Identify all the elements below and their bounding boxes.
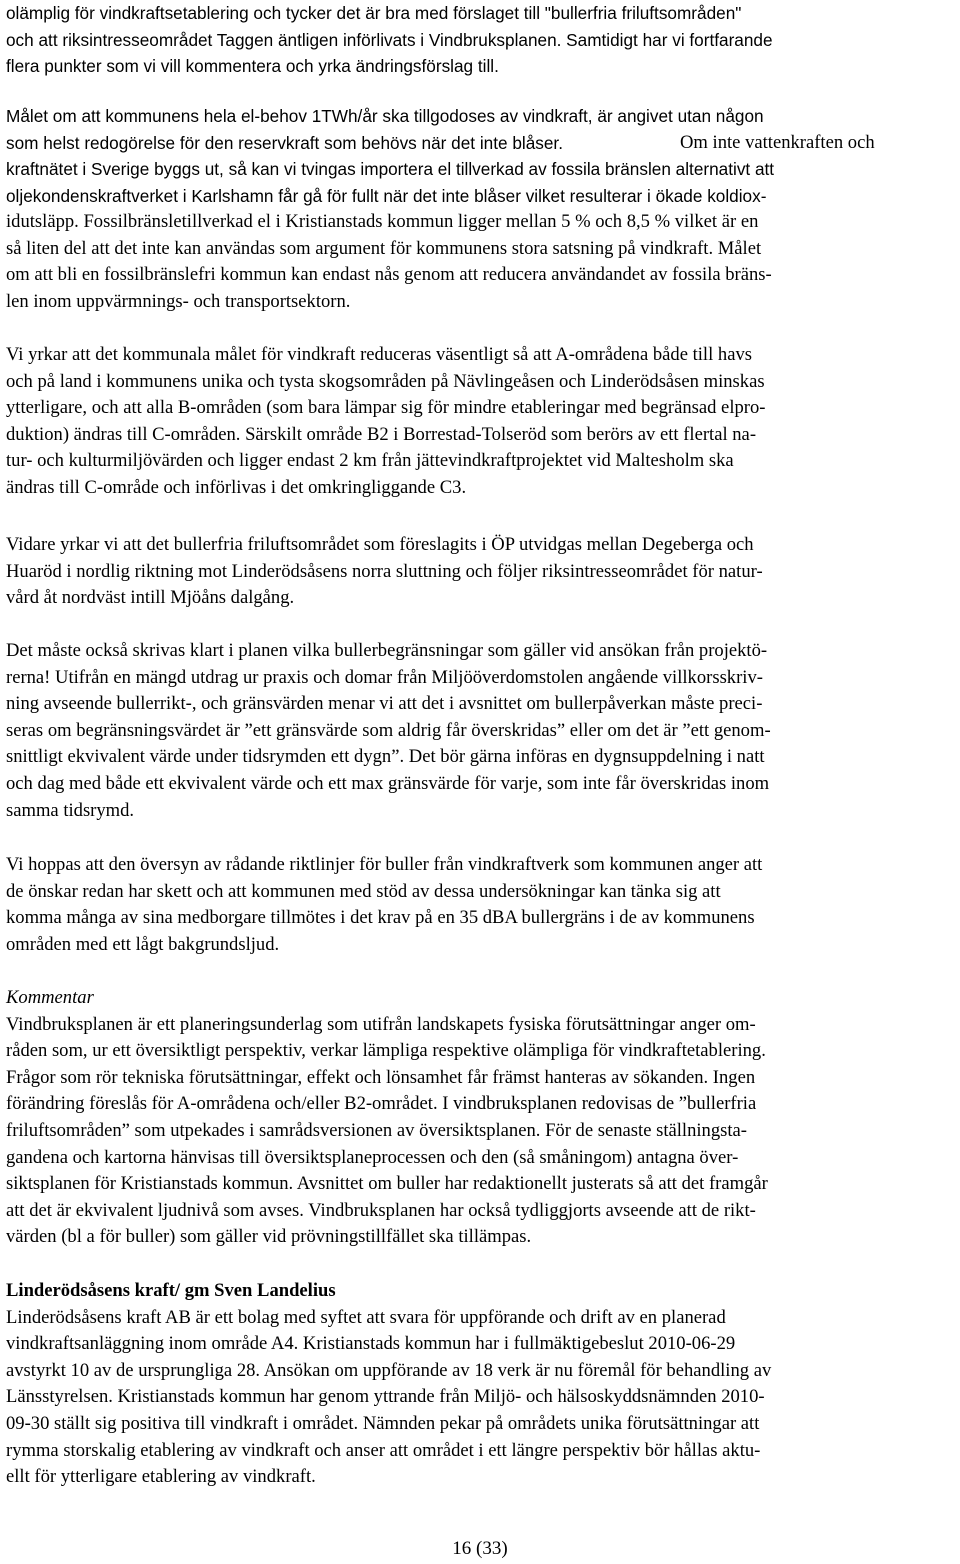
intro-paragraph bbox=[6, 0, 956, 80]
text-line: Vi hoppas att den översyn av rådande riktlinjer för buller från vindkraftverk som kommunen anger att bbox=[6, 854, 763, 875]
text-line: ytterligare, och att alla B-områden (som bara lämpar sig för mindre etableringar med begränsad elpro- bbox=[6, 397, 766, 419]
text-line: så liten del att det inte kan användas som argument för kommunens stora satsning på vindkraft. Målet bbox=[6, 237, 762, 259]
text-line: Frågor som rör tekniska förutsättningar, effekt och lönsamhet får främst hanteras av sökanden. Ingen bbox=[6, 1066, 756, 1088]
text-line: gandena och kartorna hänvisas till översiktsplaneprocessen och den (så småningom) antagna över- bbox=[6, 1146, 739, 1168]
text-line: Linderödsåsens kraft AB är ett bolag med syftet att svara för uppförande och drift av en planerad bbox=[6, 1306, 726, 1328]
page-number: 16 (33) bbox=[452, 1538, 508, 1559]
text-line: ellt för ytterligare etablering av vindkraft. bbox=[6, 1466, 316, 1488]
text-line: råden som, ur ett översiktligt perspektiv, verkar lämpliga respektive olämpliga för vindkraftetablering. bbox=[6, 1040, 766, 1062]
demand-paragraph bbox=[6, 342, 956, 502]
text-line: att det är ekvivalent ljudnivå som avses. Vindbruksplanen har också tydliggjorts avseende att de rikt- bbox=[6, 1199, 756, 1221]
text-line: avstyrkt 10 av de ursprungliga 28. Ansökan om uppförande av 18 verk är nu föremål för behandling av bbox=[6, 1359, 772, 1381]
text-line: oljekondenskraftverket i Karlshamn får gå för fullt när det inte blåser vilket resulterar i ökade koldiox- bbox=[6, 185, 767, 206]
text-line: 09-30 ställt sig positiva till vindkraft i området. Nämnden pekar på områdets unika förutsättningar att bbox=[6, 1412, 760, 1434]
text-line: vård åt nordväst intill Mjöåns dalgång. bbox=[6, 587, 295, 609]
text-line: värden (bl a för buller) som gäller vid prövningstillfället ska tillämpas. bbox=[6, 1226, 532, 1248]
text-line: snittligt ekvivalent värde under tidsrymden ett dygn”. Det bör gärna införas en dygnsuppdelning i natt bbox=[6, 746, 765, 768]
text-line: samma tidsrymd. bbox=[6, 799, 135, 821]
comment-heading: Kommentar bbox=[6, 987, 94, 1008]
text-line: Vi yrkar att det kommunala målet för vindkraft reduceras väsentligt så att A-områdena både till havs bbox=[6, 344, 752, 365]
text-line: len inom uppvärmnings- och transportsektorn. bbox=[6, 290, 351, 312]
text-line: Vidare yrkar vi att det bullerfria friluftsområdet som föreslagits i ÖP utvidgas mellan Degeberga och bbox=[6, 534, 754, 555]
text-line: Länsstyrelsen. Kristianstads kommun har genom yttrande från Miljö- och hälsoskyddsnämnden 2010- bbox=[6, 1386, 765, 1408]
text-line: duktion) ändras till C-områden. Särskilt område B2 i Borrestad-Tolseröd som berörs av ett flertal na- bbox=[6, 423, 757, 445]
fossil-paragraph bbox=[6, 209, 956, 315]
text-line: och på land i kommunens unika och tysta skogsområden på Nävlingeåsen och Linderödsåsen minskas bbox=[6, 370, 765, 392]
guideline-paragraph bbox=[6, 852, 956, 958]
text-line: och dag med både ett ekvivalent värde och ett max gränsvärde för varje, som inte får överskridas inom bbox=[6, 772, 770, 794]
comment-section bbox=[6, 985, 956, 1251]
text-line: som helst redogörelse för den reservkraft som behövs när det inte blåser. bbox=[6, 132, 563, 153]
text-line: Huaröd i nordlig riktning mot Linderödsåsens norra sluttning och följer riksintresseområdet för natur- bbox=[6, 560, 763, 582]
text-line: ning avseende bullerrikt-, och gränsvärden menar vi att det i avsnittet om bullerpåverkan måste preci- bbox=[6, 693, 763, 715]
text-line: olämplig för vindkraftsetablering och tycker det är bra med förslaget till "bullerfria friluftsområden" bbox=[6, 3, 742, 23]
goal-paragraph-continuation bbox=[680, 130, 960, 157]
section-heading: Linderödsåsens kraft/ gm Sven Landelius bbox=[6, 1280, 336, 1301]
text-line: idutsläpp. Fossilbränsletillverkad el i Kristianstads kommun ligger mellan 5 % och 8,5 % vilket är en bbox=[6, 211, 759, 232]
text-line: flera punkter som vi vill kommentera och yrka ändringsförslag till. bbox=[6, 56, 499, 77]
text-line: områden med ett lågt bakgrundsljud. bbox=[6, 933, 280, 955]
text-line: siktsplanen för Kristianstads kommun. Avsnittet om buller har redaktionellt justerats så att det framgår bbox=[6, 1173, 768, 1195]
text-line: rymma storskalig etablering av vindkraft och anser att området i ett längre perspektiv bör hållas aktu- bbox=[6, 1439, 761, 1461]
text-line: friluftsområden” som utpekades i samrådsversionen av översiktsplanen. För de senaste ställningsta- bbox=[6, 1119, 747, 1141]
noise-limit-paragraph bbox=[6, 638, 956, 824]
text-line: Vindbruksplanen är ett planeringsunderlag som utifrån landskapets fysiska förutsättningar anger om- bbox=[6, 1013, 756, 1035]
expansion-paragraph bbox=[6, 532, 956, 612]
text-line: vindkraftsanläggning inom område A4. Kristianstads kommun har i fullmäktigebeslut 2010-06-29 bbox=[6, 1333, 736, 1355]
text-line: tur- och kulturmiljövärden och ligger endast 2 km från jättevindkraftprojektet vid Maltesholm ska bbox=[6, 450, 734, 472]
text-line: ändras till C-område och införlivas i det omkringliggande C3. bbox=[6, 476, 467, 498]
text-line: kraftnätet i Sverige byggs ut, så kan vi tvingas importera el tillverkad av fossila bränslen alternativt att bbox=[6, 159, 775, 179]
text-line: rerna! Utifrån en mängd utdrag ur praxis och domar från Miljööverdomstolen angående villkorsskriv- bbox=[6, 666, 763, 688]
text-line: Målet om att kommunens hela el-behov 1TWh/år ska tillgodoses av vindkraft, är angivet utan någon bbox=[6, 106, 764, 126]
text-line: Det måste också skrivas klart i planen vilka bullerbegränsningar som gäller vid ansökan från projektö- bbox=[6, 640, 768, 661]
linderodsasens-section bbox=[6, 1278, 956, 1491]
text-line: förändring föreslås för A-områdena och/eller B2-området. I vindbruksplanen redovisas de ”bullerfria bbox=[6, 1093, 757, 1115]
text-line: seras om begränsningsvärdet är ”ett gränsvärde som aldrig får överskridas” eller om det är ”ett genom- bbox=[6, 719, 771, 741]
text-line: Om inte vattenkraften och bbox=[680, 131, 875, 153]
text-line: och att riksintresseområdet Taggen äntligen införlivats i Vindbruksplanen. Samtidigt har vi fortfarande bbox=[6, 29, 773, 50]
text-line: de önskar redan har skett och att kommunen med stöd av dessa undersökningar kan tänka sig att bbox=[6, 880, 721, 902]
text-line: om att bli en fossilbränslefri kommun kan endast nås genom att reducera användandet av fossila bräns- bbox=[6, 264, 772, 286]
text-line: komma många av sina medborgare tillmötes i det krav på en 35 dBA bullergräns i de av kommunens bbox=[6, 907, 755, 929]
goal-paragraph-body bbox=[6, 156, 956, 209]
